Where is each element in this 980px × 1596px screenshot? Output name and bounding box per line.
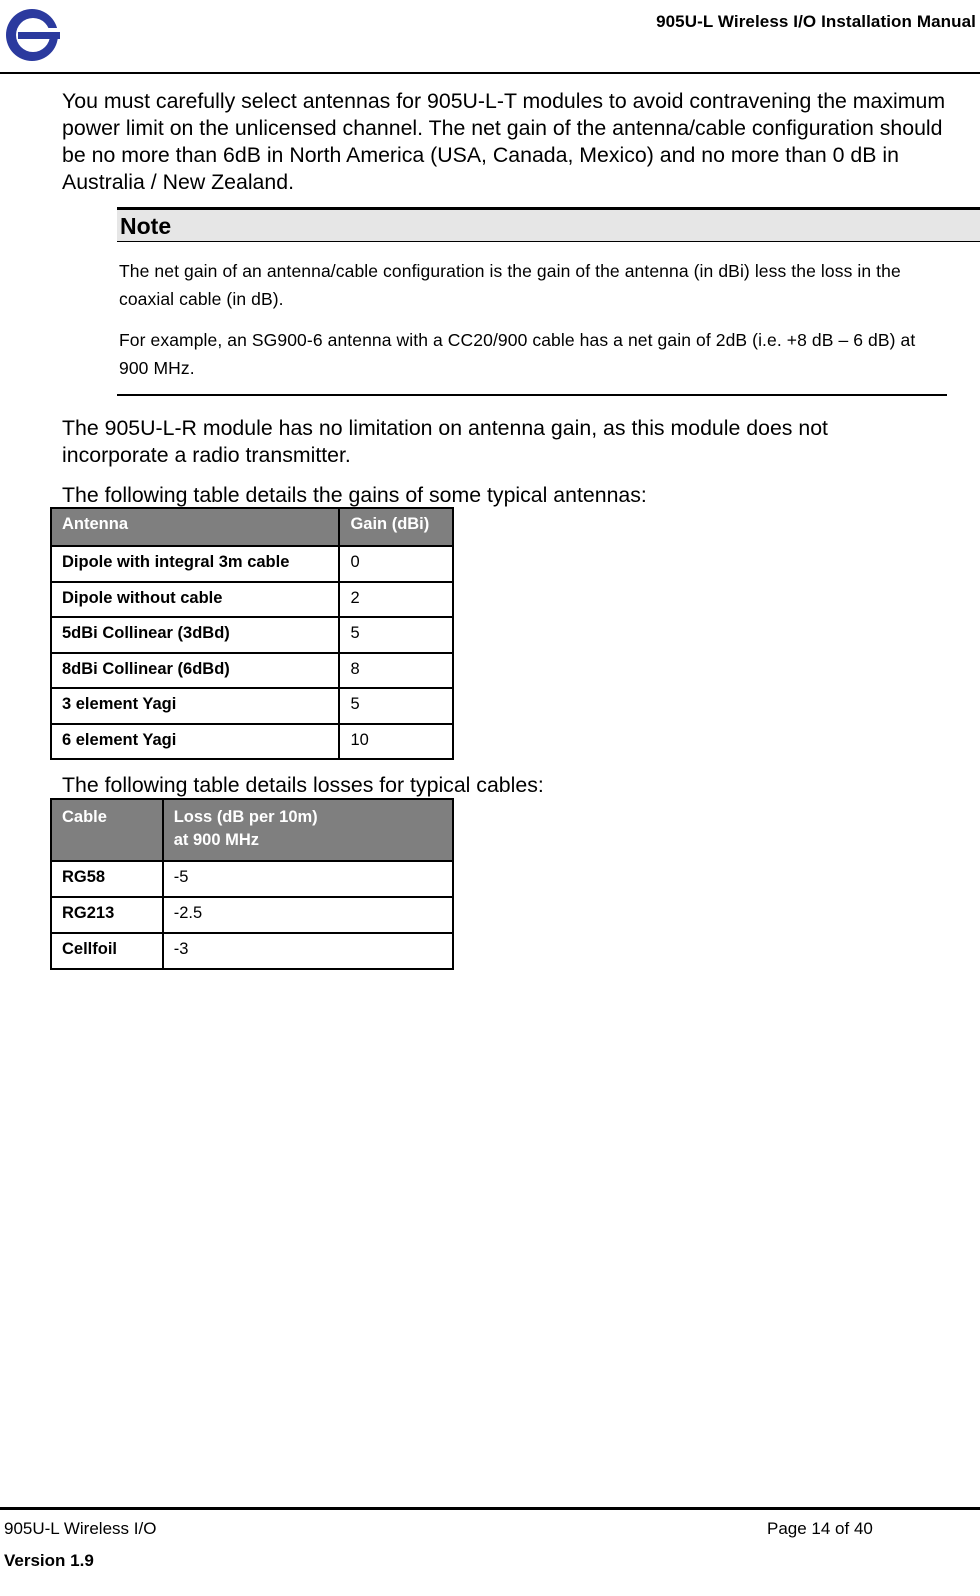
cable-table-intro: The following table details losses for typical cables: — [62, 773, 544, 797]
footer-version: Version 1.9 — [4, 1551, 94, 1570]
note-text-example: For example, an SG900-6 antenna with a CC20/900 cable has a net gain of 2dB (i.e. +8 dB – 6 dB) at 900 MHz. — [119, 330, 916, 378]
intro-paragraph: You must carefully select antennas for 905U-L-T modules to avoid contravening the maximum power limit on the unlicensed channel. The net gain of the antenna/cable configuration should be no more than 6dB in North America (USA, Canada, Mexico) and no more than 0 dB in Australia / New Zealand. — [62, 89, 946, 194]
table-header-row — [51, 799, 453, 861]
note-divider — [117, 394, 947, 396]
gain-value-cell: 5 — [339, 688, 453, 724]
cable-name-cell: RG213 — [51, 897, 163, 933]
table-row — [51, 933, 453, 969]
footer-product: 905U-L Wireless I/O — [4, 1519, 157, 1538]
gain-value-cell: 8 — [339, 653, 453, 689]
note-text-definition: The net gain of an antenna/cable configuration is the gain of the antenna (in dBi) less the loss in the coaxial cable (in dB). — [119, 261, 901, 309]
table-header-row — [51, 508, 453, 546]
table-row — [51, 897, 453, 933]
column-header-antenna: Antenna — [51, 508, 339, 546]
antenna-name-cell: Dipole with integral 3m cable — [51, 546, 339, 582]
receiver-paragraph: The 905U-L-R module has no limitation on antenna gain, as this module does not incorporate a radio transmitter. — [62, 416, 828, 467]
loss-header-line1: Loss (dB per 10m) — [173, 808, 318, 826]
table-row — [51, 724, 453, 760]
table-row — [51, 582, 453, 618]
cable-loss-table — [50, 798, 454, 970]
loss-value-cell: -5 — [163, 861, 453, 897]
document-title: 905U-L Wireless I/O Installation Manual — [656, 12, 976, 31]
note-box — [117, 207, 980, 382]
antenna-name-cell: 8dBi Collinear (6dBd) — [51, 653, 339, 689]
antenna-name-cell: 5dBi Collinear (3dBd) — [51, 617, 339, 653]
footer-page-number: Page 14 of 40 — [767, 1519, 873, 1538]
column-header-loss — [163, 799, 453, 861]
gain-value-cell: 2 — [339, 582, 453, 618]
loss-value-cell: -2.5 — [163, 897, 453, 933]
loss-value-cell: -3 — [163, 933, 453, 969]
footer-divider — [0, 1507, 980, 1510]
gain-value-cell: 5 — [339, 617, 453, 653]
table-row — [51, 617, 453, 653]
antenna-name-cell: 3 element Yagi — [51, 688, 339, 724]
table-row — [51, 861, 453, 897]
cable-name-cell: RG58 — [51, 861, 163, 897]
column-header-gain: Gain (dBi) — [339, 508, 453, 546]
table-row — [51, 653, 453, 689]
antenna-gain-table — [50, 507, 454, 760]
gain-value-cell: 0 — [339, 546, 453, 582]
cable-name-cell: Cellfoil — [51, 933, 163, 969]
header-divider — [0, 72, 980, 74]
company-logo-icon — [4, 2, 60, 68]
table-row — [51, 688, 453, 724]
loss-header-line2: at 900 MHz — [173, 831, 259, 849]
antenna-name-cell: Dipole without cable — [51, 582, 339, 618]
gain-value-cell: 10 — [339, 724, 453, 760]
note-heading: Note — [117, 207, 980, 242]
column-header-cable: Cable — [51, 799, 163, 861]
antenna-table-intro: The following table details the gains of some typical antennas: — [62, 483, 647, 507]
antenna-name-cell: 6 element Yagi — [51, 724, 339, 760]
table-row — [51, 546, 453, 582]
